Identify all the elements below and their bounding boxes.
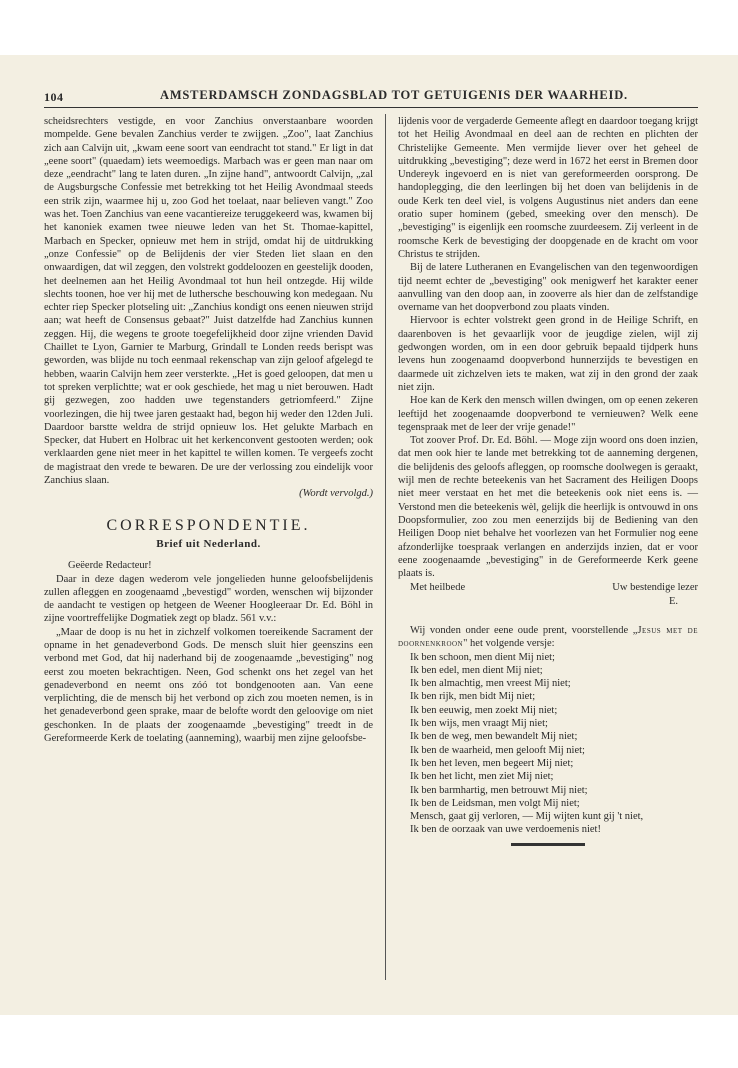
signoff-initial: E. <box>668 595 678 607</box>
poem-intro <box>398 624 698 651</box>
poem-line: Mensch, gaat gij verloren, — Mij wijten kunt gij 't niet, <box>410 811 644 823</box>
letter-paragraph: Daar in deze dagen wederom vele jongelieden hunne geloofsbelijdenis zullen afleggen en zoogenaamd „bevestigd" worden, wenschen wij bijzonder de aandacht te vestigen op hetgeen de Weener Hoogleeraar Dr. Ed. Böhl in zijne voortreffelijke Dogmatiek zegt op bladz. 561 v.v.: <box>44 573 373 625</box>
poem-line: Ik ben edel, men dient Mij niet; <box>410 664 543 676</box>
poem-line: Ik ben almachtig, men vreest Mij niet; <box>410 678 571 690</box>
signoff-closing: Uw bestendige lezer <box>612 582 698 594</box>
column-divider <box>385 114 386 980</box>
header-rule <box>44 107 698 108</box>
to-be-continued: (Wordt vervolgd.) <box>299 488 373 500</box>
page-number: 104 <box>44 90 64 104</box>
poem-intro-start: Wij vonden onder eene oude prent, voorstellende „ <box>410 624 638 636</box>
signoff-greeting: Met heilbede <box>410 582 466 594</box>
letter-title: Brief uit Nederland. <box>156 537 261 550</box>
left-column <box>44 115 373 745</box>
article-continuation: scheidsrechters vestigde, en voor Zanchius onverstaanbare woorden mompelde. Gene bevalen Zanchius verder te zwijgen. „Zoo", laat Zanchius zich aan Calvijn uit, „kwam eene soort van eendracht tot stand." Er ligt in dat „eene soort" (quaedam) iets weemoedigs. Marbach was er geen man naar om deze „eendracht" lang te laten duren. „In zijne hand", antwoordt Calvijn, „zal de Augsburgsche Confessie met betrekking tot het Heilig Avondmaal steeds een strik zijn, waarmee hij u, zoo God het toelaat, naar believen vangt." Zoo was het. Toen Zanchius van eene vacantiereize teruggekeerd was, kwamen bij het kanoniek examen twee nieuwe leden van het St. Thomae-kapittel, Marbach en Specker, opnieuw met hem in strijd, omdat hij de uitdrukking „onze Confessie" op de Belijdenis der vier Steden liet slaan en den onwaardigen, dat wil zeggen, den volstrekt goddeloozen en geestelijk dooden, het deelnemen aan het Heilig Avondmaal tot hun heil ontzegde. Hij wilde slechts toonen, hoe ver hij met de luthersche beschouwing kon medegaan. Nu echter riep Specker plotseling uit: „Zanchius kondigt ons eenen nieuwen strijd aan; wat heeft de Consensus gebaat?" Juist datzelfde had Zanchius kunnen zeggen. Hij, die wegens te groote toegefelijkheid door zijne vrienden David Chaillet te Lyon, Garnier te Marburg, Grindall te Londen reeds berispt was geworden, was blijde nu toch eenmaal rekenschap van zijn geloof afgelegd te hebben, waarin Calvijn hem zeer versterkte. „Het is goed geloopen, dat men u tot spreken verplichtte; wat er ook geschiede, het mag u niet berouwen. Hadt gij gezwegen, zoo hadden uwe tegenstanders getriomfeerd." Zijne voorlezingen, die hij twee jaren gestaakt had, begon hij weder den 12den Juli. Daardoor barstte weldra de strijd opnieuw los. Het gelukte Marbach en Specker, dat Hubert en Holbrac uit het kerkenconvent gestooten werden; ook verklaarden gene niet meer in het kapittel te willen komen. Te vergeefs zocht de magistraat den vrede te bewaren. De ure der verlossing zou eindelijk voor Zanchius slaan. <box>44 116 373 487</box>
poem-line: Ik ben schoon, men dient Mij niet; <box>410 651 555 663</box>
letter-salutation: Geëerde Redacteur! <box>68 560 152 572</box>
poem-line: Ik ben de waarheid, men gelooft Mij niet; <box>410 744 585 756</box>
poem-line: Ik ben de weg, men bewandelt Mij niet; <box>410 731 578 743</box>
end-ornament-rule <box>511 843 585 846</box>
poem-intro-title: Jesus met de doornenkroon <box>398 624 698 650</box>
poem-line: Ik ben de oorzaak van uwe verdoemenis niet! <box>410 824 601 836</box>
poem-line: Ik ben het licht, men ziet Mij niet; <box>410 771 554 783</box>
poem <box>410 651 698 837</box>
poem-line: Ik ben rijk, men bidt Mij niet; <box>410 691 536 703</box>
poem-line: Ik ben wijs, men vraagt Mij niet; <box>410 718 548 730</box>
letter-quote-continuation: lijdenis voor de vergaderde Gemeente aflegt en daardoor toegang krijgt tot het Heilig Avondmaal en deel aan de rechten en plichten der Christelijke Gemeente. Men vermijde liever over het geheel de uitdrukking „bevestiging"; deze werd in 1672 het eerst in Bremen door Undereyk ingevoerd en is niet van gereformeerden oorsprong. De handoplegging, die den leerlingen bij het doen van belijdenis in de oude Kerk ten deel viel, is volgens Augustinus niet anders dan eene oratio super hominem (gebed, smeeking over den mensch). De „bevestiging" is eigenlijk een roomsche zuurdeesem. Zij verleent in de roomsche Kerk de bevestiging der doopgenade en de kracht om voor Christus te strijden. <box>398 116 698 260</box>
letter-quote-paragraph: „Maar de doop is nu het in zichzelf volkomen toereikende Sacrament der opname in het genadeverbond Gods. De mensch sluit hier geenszins een verbond met God, dat hij naderhand bij de zoogenaamde „bevestiging" nog eerst zou moeten bekrachtigen. Neen, God schenkt ons het zegel van het genadeverbond en neemt ons zóó tot bondgenooten aan. Van eene verplichting, die de mensch bij het verbond op zich zou moeten nemen, is in het genadeverbond geen sprake, maar de belofte wordt den geloovige om niet geschonken. In de plaats der zoogenaamde „bevestiging" treedt in de Gereformeerde Kerk de toelating (aanneming), waarbij men zijne geloofsbe- <box>44 626 373 745</box>
newspaper-page <box>0 55 738 1015</box>
poem-line: Ik ben het leven, men begeert Mij niet; <box>410 757 574 769</box>
letter-paragraph: Hiervoor is echter volstrekt geen grond in de Heilige Schrift, en daarenboven is het gevaarlijk voor de jeugdige zielen, wijl zij gedwongen worden, om in een door gebruik bepaald tijdperk huns levens hun zoogenaamd doopverbond hunnerzijds te bevestigen en daarmede uit zichzelven iets te maken, wat zij in den grond der zaak niet zijn. <box>398 315 698 393</box>
letter-paragraph: Hoe kan de Kerk den mensch willen dwingen, om op eenen zekeren leeftijd het zoogenaamde doopverbond te vernieuwen? Welk eene tegenspraak met de leer der vrije genade!" <box>398 395 698 433</box>
poem-line: Ik ben de Leidsman, men volgt Mij niet; <box>410 797 580 809</box>
letter-paragraph: Tot zoover Prof. Dr. Ed. Böhl. — Moge zijn woord ons doen inzien, dat men ook hier te lande met betrekking tot de aanneming dergenen, die belijdenis des geloofs afleggen, op roomsche doolwegen is geraakt, wijl men de rechte beteekenis van het Sacrament des Heiligen Doops niet meer verstaat en het met die beteekenis ook niet eens is. — Verstond men die beteekenis wèl, gelijk die heerlijk is ontvouwd in ons Doopsformulier, zoo zou men eenerzijds bij de Bediening van den Heiligen Doop niet behalve het voorlezen van het Formulier nog eene afzonderlijke toespraak verlangen en anderzijds inzien, dat er voor eene zoogenaamde „bevestiging" in de Gereformeerde Kerk geene plaats is. <box>398 435 698 580</box>
right-column <box>398 115 698 846</box>
poem-line: Ik ben eeuwig, men zoekt Mij niet; <box>410 704 558 716</box>
letter-paragraph: Bij de latere Lutheranen en Evangelischen van den tegenwoordigen tijd neemt echter de „bevestiging" ook menigwerf het karakter eener aanvulling van den doop aan, in zooverre als hier dan de zelfstandige overname van het doopverbond zou plaats vinden. <box>398 262 698 314</box>
running-title: AMSTERDAMSCH ZONDAGSBLAD TOT GETUIGENIS DER WAARHEID. <box>160 88 628 102</box>
poem-intro-end: " het volgende versje: <box>463 638 555 650</box>
letter-signoff <box>398 581 698 594</box>
poem-line: Ik ben barmhartig, men betrouwt Mij niet; <box>410 784 588 796</box>
section-heading: CORRESPONDENTIE. <box>106 516 311 534</box>
